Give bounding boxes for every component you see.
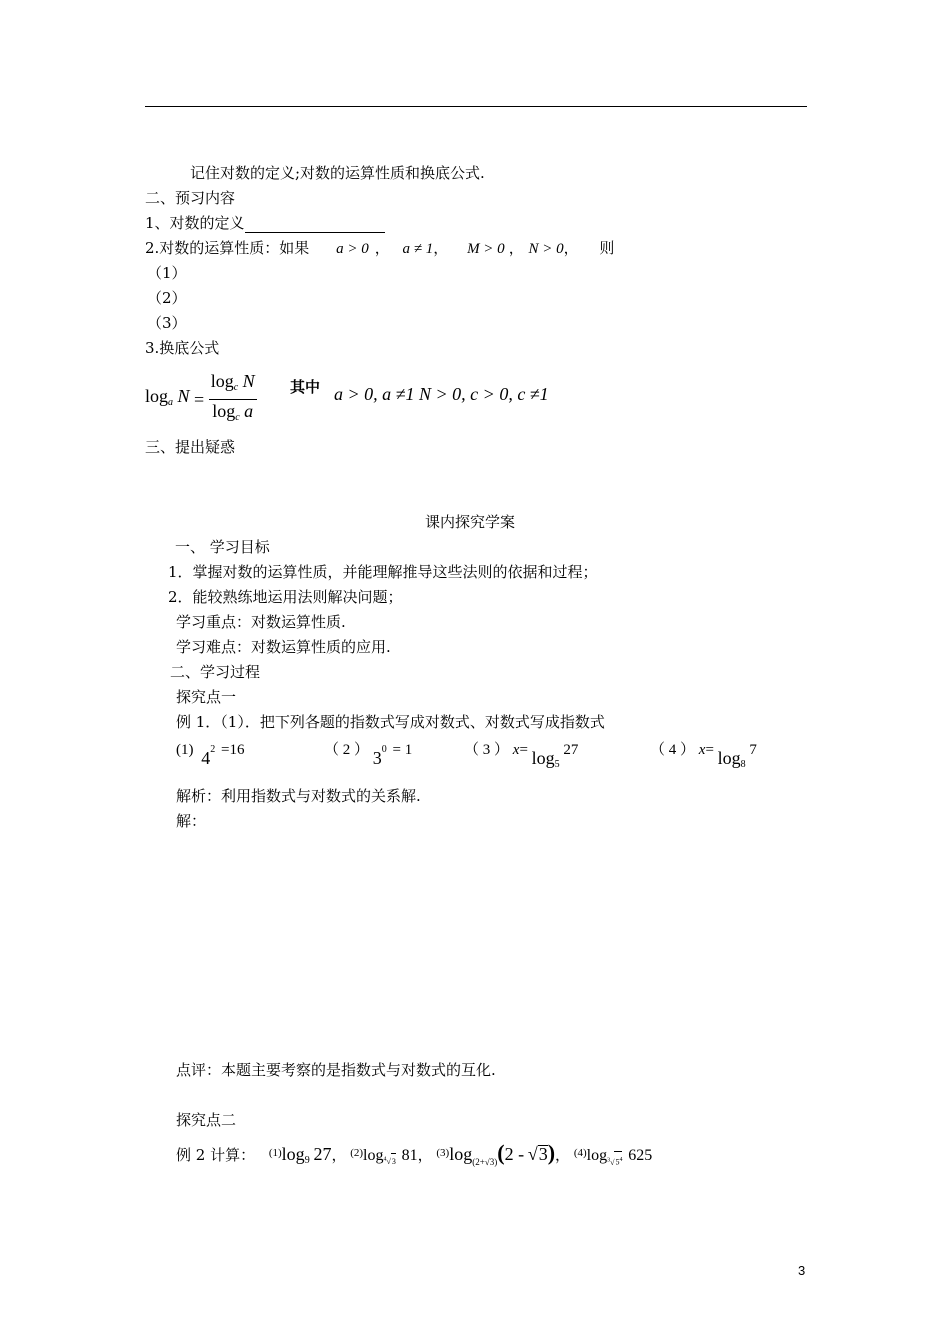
- explore-2-title: 探究点二: [176, 1111, 237, 1129]
- variable-x: x: [512, 742, 520, 758]
- cond-M: M > 0: [467, 241, 505, 257]
- solution-label: 解：: [176, 812, 207, 830]
- log-text: log: [717, 748, 741, 768]
- comma: ，: [508, 239, 524, 257]
- fraction-numerator: [209, 370, 257, 400]
- part-label: (1): [176, 742, 194, 758]
- log-text: log: [210, 371, 234, 391]
- formula-conditions: a > 0, a ≠1 N > 0, c > 0, c ≠1: [334, 384, 549, 404]
- radical-index: 3: [607, 1157, 611, 1164]
- log-text: log: [281, 1144, 305, 1164]
- ex1-part-4: [650, 738, 757, 770]
- key-point: 学习重点：对数运算性质.: [176, 613, 346, 631]
- explore-1-title: 探究点一: [176, 688, 237, 706]
- cond-a-ne: a ≠ 1: [402, 241, 434, 257]
- section-preview-title: 二、预习内容: [145, 189, 236, 207]
- part-number: (1): [268, 1147, 282, 1159]
- equals-sign: =: [194, 389, 205, 410]
- log-base: (2+√3): [472, 1157, 498, 1167]
- comment: 点评：本题主要考察的是指数式与对数式的互化.: [176, 1061, 496, 1079]
- example-1-prompt: 例 1．（1）．把下列各题的指数式写成对数式、对数式写成指数式: [176, 713, 605, 731]
- then-word: 则: [599, 239, 615, 257]
- formula-where: 其中: [290, 378, 321, 396]
- radicand-exponent: 4: [619, 1157, 623, 1164]
- radicand: [614, 1151, 622, 1171]
- log-arg: 7: [749, 742, 757, 758]
- comma: ，: [374, 239, 390, 257]
- log-arg: 81: [401, 1147, 418, 1164]
- example-2: [176, 1140, 652, 1176]
- power-exponent: 2: [210, 744, 216, 755]
- base-change-formula: [145, 370, 257, 429]
- power-rhs: = 1: [392, 742, 413, 758]
- sqrt-term: √3: [527, 1144, 548, 1164]
- log-text: log: [531, 748, 555, 768]
- arg-term: 2 -: [504, 1144, 525, 1164]
- section-doubts-title: 三、提出疑惑: [145, 438, 236, 456]
- radicand-base: 5: [615, 1158, 620, 1167]
- part-label: （ 3 ）: [464, 742, 510, 758]
- item-log-properties: [145, 238, 614, 259]
- fill-blank: [245, 218, 385, 233]
- equals-sign: =: [519, 742, 528, 758]
- log-arg: N: [242, 371, 255, 391]
- part-number: (2): [350, 1147, 364, 1159]
- log-base: 8: [740, 759, 746, 770]
- ex1-part-2: [324, 738, 413, 768]
- sub-item-2: （2）: [147, 289, 187, 307]
- ex1-part-3: [464, 738, 579, 770]
- difficulty: 学习难点：对数运算性质的应用.: [176, 638, 391, 656]
- power-rhs: =16: [221, 742, 245, 758]
- formula-lhs: [145, 384, 190, 415]
- radical-base: 4√3: [383, 1157, 395, 1166]
- separator: ，: [555, 1148, 571, 1164]
- log-text: log: [586, 1147, 608, 1164]
- log-text: log: [212, 401, 236, 421]
- ex1-part-1: [176, 738, 245, 768]
- fraction-denominator: [209, 400, 257, 429]
- radical-index: 4: [383, 1156, 387, 1163]
- item-log-definition-label: 1、对数的定义: [145, 214, 245, 232]
- part-number: (4): [573, 1147, 587, 1159]
- radicand: 3: [391, 1153, 396, 1170]
- comma: ，: [563, 239, 579, 257]
- sub-item-3: （3）: [147, 314, 187, 332]
- variable-x: x: [698, 742, 706, 758]
- log-arg: 625: [628, 1147, 653, 1164]
- center-title: 课内探究学案: [425, 513, 516, 531]
- log-base: c: [235, 412, 240, 423]
- example-2-label: 例 2 计算：: [176, 1146, 256, 1164]
- goal-2: 2．能较熟练地运用法则解决问题；: [168, 588, 403, 606]
- comma: ，: [433, 239, 449, 257]
- log-base: 9: [304, 1155, 310, 1166]
- power-base: 4: [201, 748, 211, 768]
- paren-close: ): [547, 1140, 556, 1165]
- equals-sign: =: [705, 742, 714, 758]
- power-base: 3: [372, 748, 382, 768]
- page-number: 3: [798, 1263, 806, 1278]
- cond-N: N > 0: [528, 241, 564, 257]
- sub-item-1: （1）: [147, 264, 187, 282]
- item-base-change: 3.换底公式: [145, 339, 220, 357]
- log-arg: 27: [563, 742, 579, 758]
- cond-a: a > 0: [336, 241, 369, 257]
- part-number: (3): [436, 1147, 450, 1159]
- goals-title: 一、 学习目标: [175, 538, 270, 556]
- separator: ，: [417, 1148, 433, 1164]
- log-base: c: [233, 382, 239, 393]
- log-base: 5: [554, 759, 560, 770]
- part-label: （ 4 ）: [650, 742, 696, 758]
- header-rule: [145, 106, 807, 107]
- radical-base: 3√54: [607, 1158, 622, 1167]
- paren-open: (: [497, 1140, 505, 1165]
- analysis: 解析：利用指数式与对数式的关系解.: [176, 787, 421, 805]
- power-exponent: 0: [381, 744, 387, 755]
- log-arg: N: [177, 386, 190, 406]
- log-arg: 27: [313, 1144, 332, 1164]
- log-text: log: [449, 1144, 473, 1164]
- item-log-properties-label: 2.对数的运算性质：如果: [145, 239, 310, 257]
- log-text: log: [145, 386, 169, 406]
- log-text: log: [363, 1147, 384, 1164]
- separator: ，: [331, 1148, 347, 1164]
- part-label: （ 2 ）: [324, 742, 370, 758]
- formula-fraction: [209, 370, 257, 429]
- log-base: a: [168, 397, 174, 408]
- intro-line: 记住对数的定义;对数的运算性质和换底公式.: [190, 164, 485, 182]
- process-title: 二、学习过程: [170, 663, 261, 681]
- log-arg: a: [244, 401, 254, 421]
- radicand: 3: [538, 1144, 548, 1164]
- goal-1: 1．掌握对数的运算性质，并能理解推导这些法则的依据和过程；: [168, 563, 598, 581]
- item-log-definition: [145, 213, 385, 233]
